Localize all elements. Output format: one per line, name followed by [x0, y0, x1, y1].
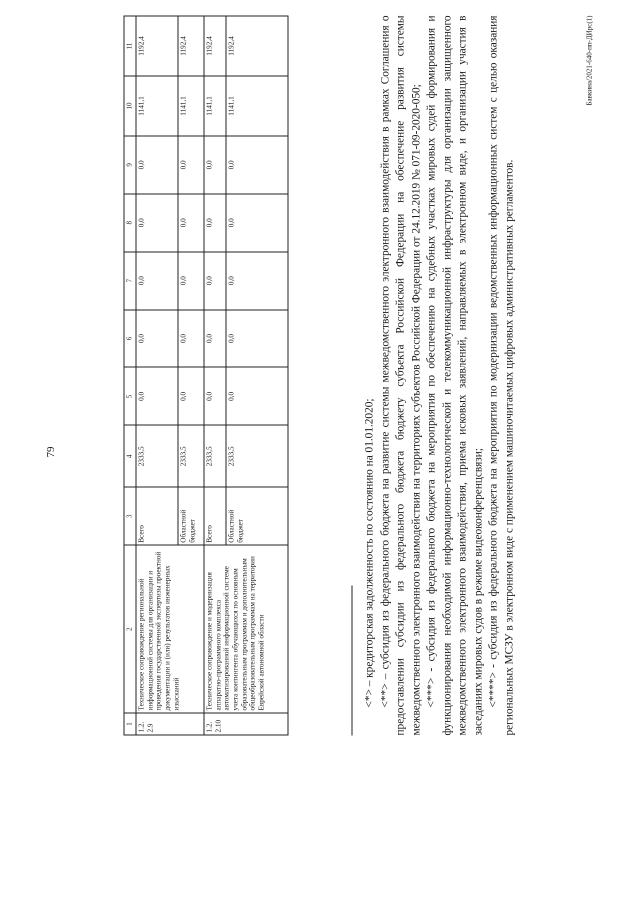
col-header: 5 [124, 367, 136, 425]
value-cell: 1192,4 [204, 16, 226, 76]
col-header: 11 [124, 16, 136, 76]
table-row [204, 16, 226, 735]
value-cell: 1141,1 [178, 76, 204, 136]
value-cell: 2333,5 [136, 425, 178, 487]
value-cell: 0,0 [226, 367, 288, 425]
footnote-separator [352, 586, 353, 736]
value-cell: 0,0 [226, 194, 288, 252]
value-cell: 0,0 [204, 252, 226, 310]
value-cell: 0,0 [178, 252, 204, 310]
value-cell: 0,0 [204, 367, 226, 425]
funding-source: Всего [204, 487, 226, 545]
value-cell: 1141,1 [136, 76, 178, 136]
col-header: 3 [124, 487, 136, 545]
col-header: 9 [124, 136, 136, 194]
value-cell: 1141,1 [226, 76, 288, 136]
value-cell: 0,0 [178, 136, 204, 194]
budget-table [124, 16, 289, 736]
footnote-3: <***> - субсидия из федерального бюджета на мероприятия по обеспечению на судебных участках мировых судей формирования и функционирования необходимой информационно-технологической и телекоммуникационной инфраструктуры для организации защищенного межведомственного электронного взаимодействия, приема исковых заявлений, направляемых в электронном виде, и организации участия в заседаниях мировых судов в режиме видеоконференцсвязи; [425, 15, 484, 736]
value-cell: 0,0 [204, 194, 226, 252]
value-cell: 0,0 [204, 136, 226, 194]
value-cell: 0,0 [226, 252, 288, 310]
value-cell: 1192,4 [178, 16, 204, 76]
rotated-page-content [82, 0, 594, 736]
col-header: 6 [124, 310, 136, 368]
table-row [136, 16, 178, 735]
value-cell: 1192,4 [136, 16, 178, 76]
col-header: 4 [124, 425, 136, 487]
value-cell: 0,0 [178, 194, 204, 252]
funding-source: Областной бюджет [226, 487, 288, 545]
col-header: 1 [124, 713, 136, 735]
value-cell: 2333,5 [204, 425, 226, 487]
footnote-1: <*> – кредиторская задолженность по состоянию на 01.01.2020; [363, 398, 376, 708]
value-cell: 0,0 [136, 194, 178, 252]
value-cell: 0,0 [178, 310, 204, 368]
row-name: Техническое сопровождение и модернизация аппаратно-программного комплекса автоматизированной информационной системе учета контингента обучающихся по основным образовательным программам и дополнительным общеобразовательным программам на территории Еврейской автономной области [204, 545, 288, 713]
col-header: 8 [124, 194, 136, 252]
value-cell: 0,0 [136, 252, 178, 310]
row-id: 1.2. 2.10 [204, 713, 288, 735]
page-number: 79 [45, 446, 57, 458]
value-cell: 0,0 [136, 310, 178, 368]
col-header: 7 [124, 252, 136, 310]
col-header: 10 [124, 76, 136, 136]
value-cell: 1141,1 [204, 76, 226, 136]
funding-source: Всего [136, 487, 178, 545]
value-cell: 2333,5 [178, 425, 204, 487]
value-cell: 0,0 [136, 136, 178, 194]
value-cell: 2333,5 [226, 425, 288, 487]
value-cell: 1192,4 [226, 16, 288, 76]
col-header: 2 [124, 545, 136, 713]
funding-source: Областной бюджет [178, 487, 204, 545]
row-name: Техническое сопровождение региональной информационной системы для организации и проведения государственной экспертизы проектной документации и (или) результатов инженерных изысканий [136, 545, 204, 713]
table-header-row [124, 16, 136, 735]
value-cell: 0,0 [226, 136, 288, 194]
footnote-2: <**> – субсидия из федерального бюджета на развитие системы межведомственного электронного взаимодействия в рамках Соглашения о предоставлении субсидии из федерального бюджета бюджету субъекта Российской Федерации на обеспечение развития системы межведомственного электронного взаимодействия на территориях субъектов Российской Федерации от 24.12.2019 № 071-09-2020-050; [379, 15, 422, 736]
row-id: 1.2. 2.9 [136, 713, 204, 735]
value-cell: 0,0 [204, 310, 226, 368]
value-cell: 0,0 [226, 310, 288, 368]
value-cell: 0,0 [136, 367, 178, 425]
value-cell: 0,0 [178, 367, 204, 425]
footnotes [346, 16, 518, 736]
footnote-4: <****> - субсидия из федерального бюджета на мероприятия по модернизации ведомственных информационных систем с целью оказания региональных МСЗУ в электронном виде с применением машиночитаемых цифровых административных регламентов. [487, 15, 515, 736]
document-footer: Бавкина/2021-640-пп-ДИрс(1) [585, 15, 594, 106]
